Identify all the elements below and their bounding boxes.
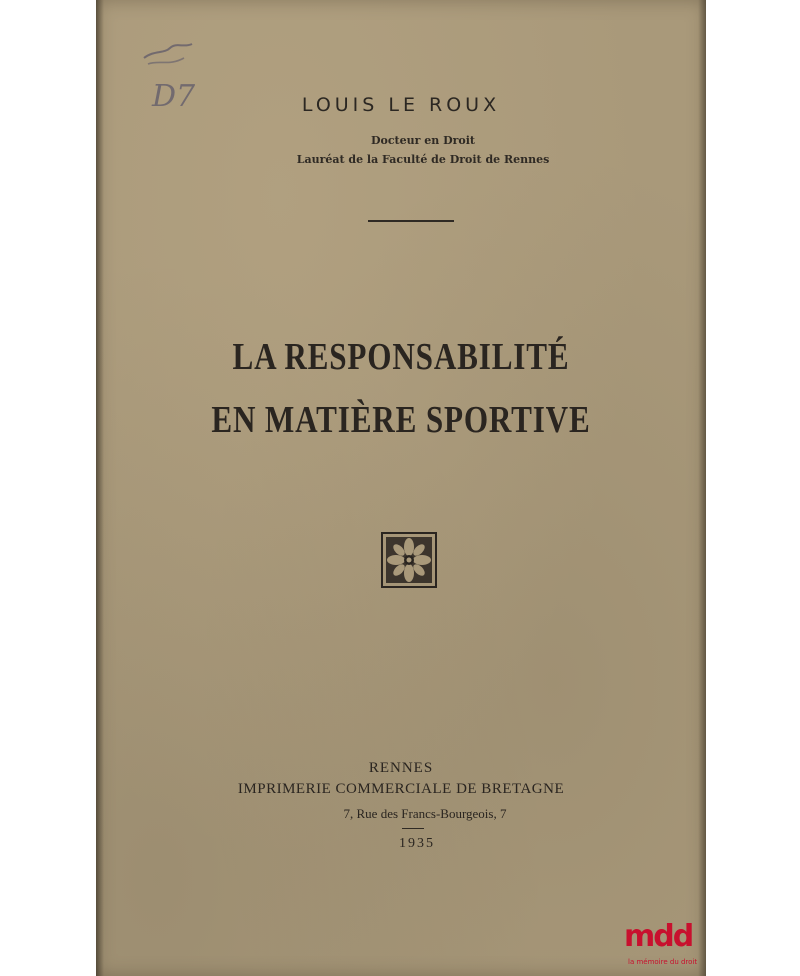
author-credential-laureate: Lauréat de la Faculté de Droit de Rennes: [296, 153, 550, 166]
mdd-logo-mark: mdd: [624, 919, 693, 954]
cover-left-edge: [96, 0, 104, 976]
svg-text:D7: D7: [152, 79, 196, 114]
imprint-place: RENNES: [368, 760, 434, 776]
mdd-logo-tagline: la mémoire du droit: [628, 958, 698, 966]
author-credential-degree: Docteur en Droit: [370, 134, 476, 147]
book-title-line-1: LA RESPONSABILITÉ: [232, 336, 570, 378]
imprint-year: 1935: [399, 836, 435, 851]
imprint-printer: IMPRIMERIE COMMERCIALE DE BRETAGNE: [237, 781, 565, 797]
year-divider: [402, 828, 424, 829]
mdd-logo: [624, 920, 708, 974]
title-divider: [368, 220, 454, 222]
floral-ornament-icon: [381, 532, 437, 588]
author-name: LOUIS LE ROUX: [301, 94, 501, 116]
book-title-line-2: EN MATIÈRE SPORTIVE: [211, 399, 591, 441]
imprint-address: 7, Rue des Francs-Bourgeois, 7: [343, 806, 507, 821]
